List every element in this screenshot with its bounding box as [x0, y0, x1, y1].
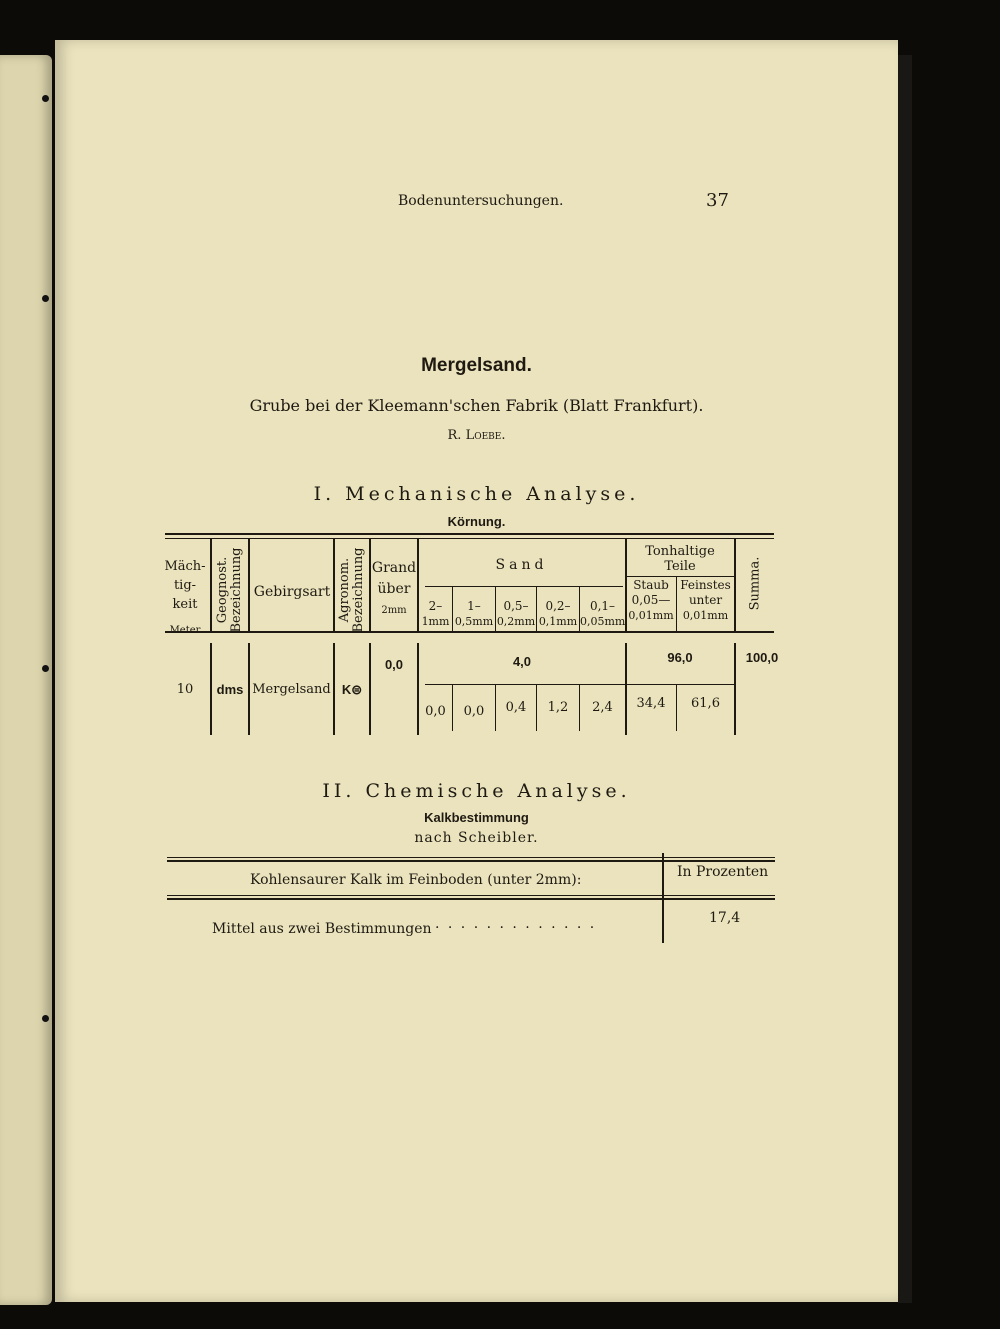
binding-mark [42, 295, 49, 302]
cell-gebirgsart: Mergelsand [252, 682, 331, 697]
cell-sand-value: 0,4 [505, 700, 527, 715]
col-header-kohlensaurer-kalk: Kohlensaurer Kalk im Feinboden (unter 2mm): [250, 872, 582, 888]
right-page-edge [898, 55, 912, 1303]
cell-sand-total: 4,0 [512, 654, 532, 669]
page-number: 37 [706, 190, 729, 211]
book-page [55, 40, 898, 1302]
row-dot-leader: . . . . . . . . . . . . . [435, 916, 597, 932]
page-title: Mergelsand. [421, 355, 532, 376]
cell-ton-total: 96,0 [667, 650, 693, 665]
binding-mark [42, 95, 49, 102]
section-subheading-kalk: Kalkbestimmung [424, 810, 529, 825]
col-header-gebirgsart: Gebirgsart [253, 584, 331, 600]
unit-meter: Meter [169, 625, 201, 636]
cell-sand-value: 0,0 [425, 704, 446, 719]
sand-sub-header: 2– 1mm [421, 599, 450, 628]
section-subheading-koernung: Körnung. [447, 514, 506, 529]
col-header-feinstes: Feinstes unter 0,01mm [680, 578, 731, 622]
subtitle: Grube bei der Kleemann'schen Fabrik (Blatt Frankfurt). [249, 396, 704, 415]
cell-kalk-value: 17,4 [709, 910, 741, 926]
col-header-agronom: Agronom. Bezeichnung [337, 547, 366, 633]
cell-summa: 100,0 [745, 650, 779, 665]
running-title: Bodenuntersuchungen. [398, 193, 564, 209]
section-heading-mechanical: I. Mechanische Analyse. [313, 483, 640, 505]
cell-sand-value: 1,2 [547, 700, 569, 715]
sand-sub-header: 1– 0,5mm [454, 599, 494, 628]
section-subheading-scheibler: nach Scheibler. [414, 830, 539, 846]
cell-grand: 0,0 [384, 657, 404, 672]
author: R. Loebe. [447, 428, 506, 443]
col-header-sand: Sand [495, 557, 548, 573]
col-header-prozenten: In Prozenten [677, 864, 769, 880]
cell-sand-value: 2,4 [592, 700, 613, 715]
col-header-tonhaltige: Tonhaltige Teile [645, 544, 715, 574]
sand-sub-header: 0,2– 0,1mm [538, 599, 578, 628]
row-label-mittel: Mittel aus zwei Bestimmungen [212, 921, 432, 937]
cell-staub: 34,4 [636, 696, 666, 711]
col-header-machtigkeit: Mäch- tig- keit [164, 559, 206, 612]
cell-feinstes: 61,6 [691, 696, 720, 711]
col-header-grand: Grand über 2mm [371, 560, 417, 616]
binding-mark [42, 665, 49, 672]
cell-geognost: dms [216, 682, 244, 697]
sand-sub-header: 0,5– 0,2mm [496, 599, 536, 628]
cell-machtigkeit: 10 [176, 682, 194, 697]
col-header-summa: Summa. [747, 556, 763, 611]
cell-sand-value: 0,0 [463, 704, 485, 719]
section-heading-chemical: II. Chemische Analyse. [322, 780, 631, 802]
col-header-geognost: Geognost. Bezeichnung [215, 547, 244, 633]
left-page-edge [0, 55, 52, 1305]
binding-mark [42, 1015, 49, 1022]
col-header-staub: Staub 0,05— 0,01mm [628, 578, 674, 622]
sand-sub-header: 0,1– 0,05mm [580, 599, 626, 628]
cell-agronom: K⊜ [341, 682, 363, 697]
